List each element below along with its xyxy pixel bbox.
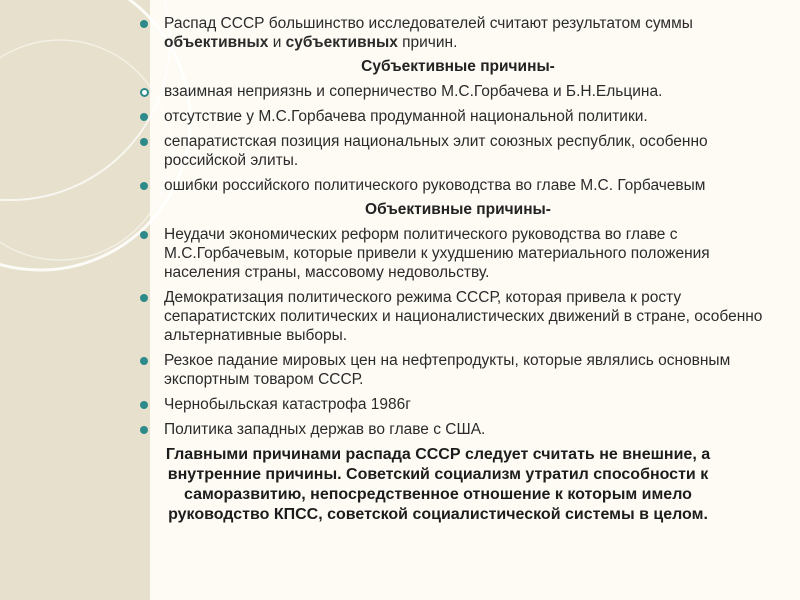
objective-item — [138, 288, 778, 345]
bullet-icon — [140, 138, 148, 146]
objective-item — [138, 395, 778, 414]
objective-item-text: Неудачи экономических реформ политического руководства во главе с М.С.Горбачевым, которые привели к ухудшению материального положения населения страны, массовому недовольству. — [164, 226, 710, 281]
bullet-icon — [140, 401, 148, 409]
objective-item — [138, 351, 778, 389]
subjective-item — [138, 82, 778, 101]
bullet-icon — [140, 426, 148, 434]
bullet-icon — [140, 294, 148, 302]
objective-item-text: Демократизация политического режима СССР, которая привела к росту сепаратистских политических и националистических движений в стране, особенно альтернативные выборы. — [164, 289, 763, 344]
subjective-item-text: взаимная неприязнь и соперничество М.С.Горбачева и Б.Н.Ельцина. — [164, 83, 663, 100]
intro-text-end: причин. — [397, 34, 458, 51]
subjective-item — [138, 132, 778, 170]
objective-item — [138, 420, 778, 439]
bullet-icon — [140, 182, 148, 190]
subjective-item — [138, 176, 778, 195]
objective-item-text: Политика западных держав во главе с США. — [164, 421, 486, 438]
objective-item-text: Чернобыльская катастрофа 1986г — [164, 396, 411, 413]
subjective-item-text: сепаратистская позиция национальных элит союзных республик, особенно российской элиты. — [164, 133, 708, 169]
subjective-heading: Субъективные причины- — [361, 58, 555, 75]
subjective-item — [138, 107, 778, 126]
bullet-icon — [140, 231, 148, 239]
subjective-item-text: отсутствие у М.С.Горбачева продуманной национальной политики. — [164, 108, 648, 125]
intro-text-and: и — [268, 34, 286, 51]
intro-paragraph — [138, 14, 778, 52]
objective-heading: Объективные причины- — [365, 201, 551, 218]
intro-bold-objective: объективных — [164, 34, 269, 51]
bullet-icon — [140, 113, 148, 121]
bullet-icon — [140, 357, 148, 365]
intro-bold-subjective: субъективных — [285, 34, 398, 51]
bullet-icon — [140, 88, 149, 97]
conclusion-paragraph: Главными причинами распада СССР следует считать не внешние, а внутренние причины. Советский социализм утратил способности к саморазвитию, непосредственное отношение к которым имело руководство КПСС, советской социалистической системы в целом. — [165, 446, 711, 523]
slide-content — [138, 14, 778, 525]
bullet-icon — [140, 20, 148, 28]
objective-item-text: Резкое падание мировых цен на нефтепродукты, которые являлись основным экспортным товаром СССР. — [164, 352, 731, 388]
intro-text: Распад СССР большинство исследователей считают результатом суммы — [164, 15, 693, 32]
subjective-item-text: ошибки российского политического руководства во главе М.С. Горбачевым — [164, 177, 706, 194]
objective-item — [138, 225, 778, 282]
